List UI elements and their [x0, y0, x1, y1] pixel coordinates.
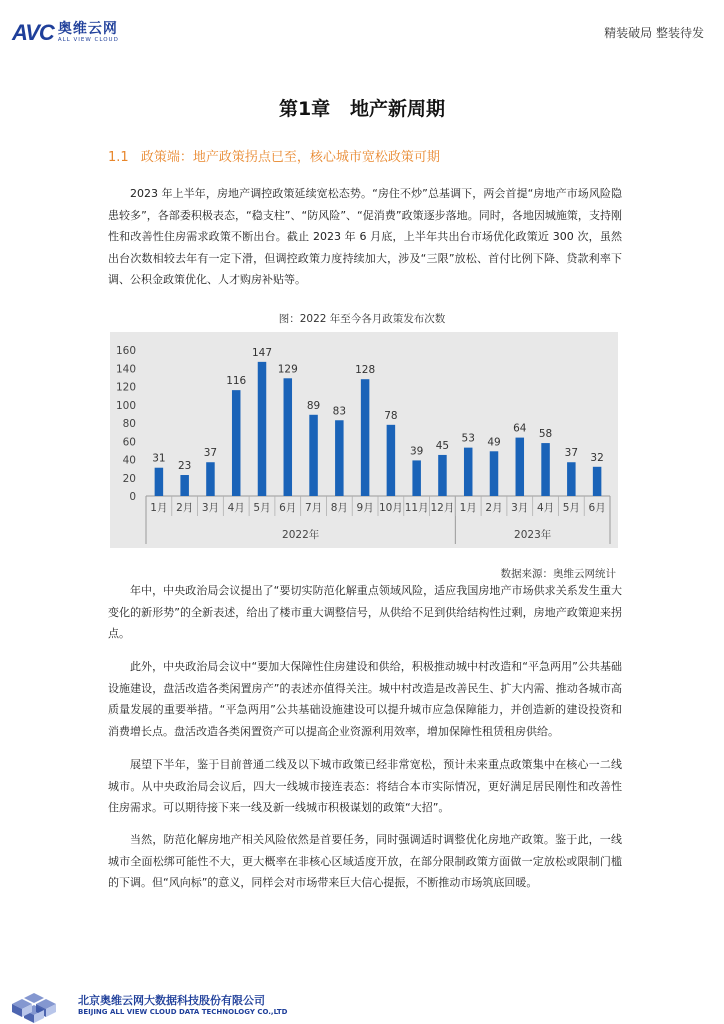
- bar-value-label: 39: [409, 445, 424, 458]
- bar-value-label: 147: [251, 346, 273, 359]
- bar: [516, 438, 525, 496]
- bar-value-label: 49: [487, 436, 501, 449]
- x-tick-label: 1月: [150, 502, 168, 514]
- y-tick-label: 40: [122, 454, 136, 467]
- paragraph: 此外，中央政治局会议中“要加大保障性住房建设和供给，积极推动城中村改造和“平急两用”公共基础设施建设，盘活改造各类闲置房产”的表述亦值得关注。城中村改造是改善民生、扩大内需、推动各城市高质量发展的重要举措。“平急两用”公共基础设施建设可以提升城市应急保障能力，并创造新的建设投资和消费增长点。盘活改造各类闲置资产可以提高企业资源利用效率，增加保障性租赁租房供给。: [108, 660, 622, 738]
- x-tick-label: 11月: [404, 502, 429, 514]
- x-tick-label: 1月: [459, 502, 477, 514]
- bar: [258, 362, 267, 496]
- paragraph: 展望下半年，鉴于目前普通二线及以下城市政策已经非常宽松，预计未来重点政策集中在核心一二线城市。从中央政治局会议后，四大一线城市接连表态：将结合本市实际情况，更好满足居民刚性和改善性住房需求。可以期待接下来一线及新一线城市积极谋划的政策“大招”。: [108, 758, 622, 815]
- logo-mark: AVC: [12, 20, 54, 45]
- y-tick-label: 80: [122, 418, 136, 430]
- y-tick-label: 60: [122, 436, 136, 449]
- paragraph: 2023 年上半年，房地产调控政策延续宽松态势。“房住不炒”总基调下，两会首提“房地产市场风险隐患较多”，各部委积极表态，“稳支柱”、“防风险”、“促消费”政策逐步落地。同时，各地因城施策，支持刚性和改善性住房需求政策不断出台。截止 2023 年 6 月底，上半年共出台市场优化政策近 300 次，虽然出台次数相较去年有一定下滑，但调控政策力度持续加大，涉及“三限”放松、首付比例下降、贷款利率下调、公积金政策优化、人才购房补贴等。: [108, 187, 622, 287]
- paragraph: 当然，防范化解房地产相关风险依然是首要任务，同时强调适时调整优化房地产政策。鉴于此，一线城市全面松绑可能性不大，更大概率在非核心区域适度开放，在部分限制政策方面做一定放松或限制门槛的下调。但“风向标”的意义，同样会对市场带来巨大信心提振，不断推动市场筑底回暖。: [108, 833, 622, 890]
- header-tagline: 精装破局 整装待发: [604, 26, 704, 40]
- section-number: 1.1: [108, 150, 129, 165]
- data-source-note: 数据来源：奥维云网统计: [500, 568, 616, 580]
- x-tick-label: 4月: [227, 502, 245, 514]
- y-tick-label: 160: [115, 345, 136, 357]
- y-tick-label: 20: [122, 472, 136, 485]
- bar: [284, 378, 293, 496]
- bar-value-label: 37: [564, 447, 579, 460]
- section-heading: [108, 146, 440, 165]
- bar-value-label: 45: [435, 439, 450, 452]
- x-group-label: 2022年: [282, 529, 320, 541]
- section-title: 政策端：地产政策拐点已至，核心城市宽松政策可期: [140, 150, 440, 165]
- y-tick-label: 0: [129, 491, 136, 503]
- bar-value-label: 128: [355, 364, 376, 377]
- cubes-logo-icon: [2, 978, 74, 1024]
- logo-name-cn: 奥维云网: [57, 21, 118, 38]
- x-tick-label: 6月: [588, 502, 606, 514]
- bar-value-label: 23: [177, 460, 192, 473]
- x-tick-label: 8月: [330, 502, 348, 514]
- footer-company-cn: 北京奥维云网大数据科技股份有限公司: [78, 994, 265, 1007]
- bar: [335, 420, 344, 496]
- bar-value-label: 31: [152, 452, 166, 465]
- bar-value-label: 58: [538, 428, 553, 441]
- bar: [412, 460, 421, 496]
- page-footer: [0, 978, 724, 1024]
- logo-name-en: ALL VIEW CLOUD: [57, 37, 119, 44]
- bar: [309, 415, 318, 496]
- paragraph: 年中，中央政治局会议提出了“要切实防范化解重点领域风险，适应我国房地产市场供求关系发生重大变化的新形势”的全新表述，给出了楼市重大调整信号，从供给不足到供给结构性过剩，房地产政策迎来拐点。: [108, 584, 622, 641]
- x-tick-label: 10月: [378, 502, 403, 514]
- bar: [180, 475, 189, 496]
- x-tick-label: 4月: [536, 502, 555, 514]
- bar-value-label: 64: [513, 422, 527, 435]
- bar: [206, 462, 215, 496]
- x-tick-label: 6月: [279, 502, 297, 514]
- x-tick-label: 12月: [430, 502, 455, 514]
- bar-value-label: 53: [461, 432, 475, 445]
- page-header: [0, 0, 724, 54]
- bar: [464, 448, 473, 496]
- bar-value-label: 116: [226, 375, 247, 388]
- bar-value-label: 37: [203, 447, 218, 460]
- y-tick-label: 140: [115, 363, 136, 376]
- bar-value-label: 32: [590, 451, 604, 464]
- y-tick-label: 120: [115, 381, 136, 394]
- bar-value-label: 129: [277, 363, 298, 376]
- footer-company-en: BEIJING ALL VIEW CLOUD DATA TECHNOLOGY CO.,LTD: [78, 1008, 288, 1016]
- chapter-title: 第1章 地产新周期: [278, 98, 446, 120]
- x-tick-label: 9月: [356, 502, 374, 514]
- bar: [361, 379, 370, 496]
- y-tick-label: 100: [115, 399, 136, 412]
- bar-value-label: 89: [306, 399, 321, 412]
- x-tick-label: 2月: [176, 502, 194, 514]
- x-tick-label: 2月: [485, 502, 503, 514]
- bar: [541, 443, 550, 496]
- x-tick-label: 5月: [562, 502, 580, 514]
- bar: [387, 425, 396, 496]
- x-tick-label: 3月: [511, 502, 529, 514]
- bar: [490, 451, 499, 496]
- bar: [567, 462, 576, 496]
- x-tick-label: 7月: [304, 502, 323, 514]
- bar: [232, 390, 241, 496]
- chart-canvas: [110, 332, 618, 548]
- bar: [593, 467, 602, 496]
- x-tick-label: 5月: [253, 502, 271, 514]
- bar-chart: [110, 332, 618, 548]
- x-tick-label: 3月: [201, 502, 220, 514]
- bar-value-label: 78: [384, 409, 398, 422]
- bar: [155, 468, 164, 496]
- bar: [438, 455, 447, 496]
- chart-title: 图：2022 年至今各月政策发布次数: [278, 313, 446, 325]
- company-logo: [12, 20, 119, 46]
- bar-value-label: 83: [332, 405, 347, 418]
- x-group-label: 2023年: [514, 529, 552, 541]
